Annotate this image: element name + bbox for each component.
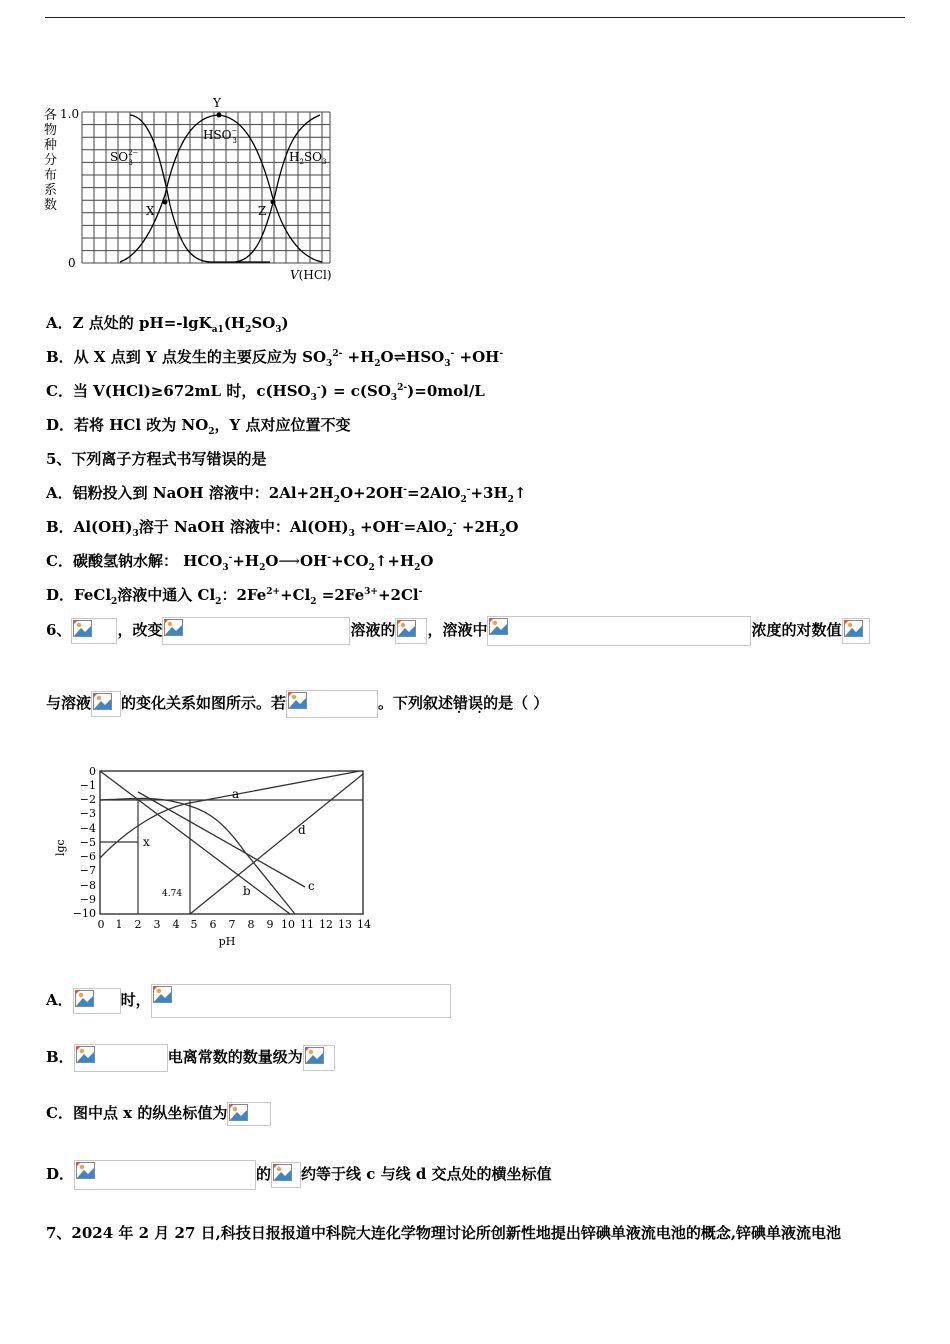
label-h2so3: $H_2SO_3$ — [289, 150, 327, 166]
annotation-474: 4.74 — [162, 889, 183, 899]
q5-title: 5、下列离子方程式书写错误的是 — [46, 450, 267, 468]
x-tick: 6 — [209, 918, 217, 931]
lgc-ph-figure — [50, 762, 380, 952]
y-tick: −4 — [79, 822, 96, 835]
broken-image-icon — [305, 1047, 324, 1064]
q6-option-a: A． 时， — [46, 984, 451, 1018]
q4-option-b: B．从 X 点到 Y 点发生的主要反应为 $SO_3^{2-}$ $+H_2O\rightleftharpoons HSO_3^- +OH^-$ — [46, 348, 504, 369]
x-tick: 3 — [153, 918, 161, 931]
q6-option-d: D． 的 约等于线 c 与线 d 交点处的横坐标值 — [46, 1160, 552, 1190]
q5-option-d: D．FeCl$_2$溶液中通入 $Cl_2$：$2Fe^{2+}+Cl_2 =2Fe^{3+}+2Cl^-$ — [46, 586, 423, 607]
distribution-figure — [40, 95, 340, 285]
label-b: b — [243, 884, 251, 898]
formula-image — [162, 617, 350, 645]
x-axis-label: pH — [218, 935, 236, 948]
formula-image — [91, 691, 121, 717]
y-tick: −1 — [79, 779, 96, 792]
label-a: a — [232, 787, 240, 801]
formula-image — [151, 984, 451, 1018]
broken-image-icon — [164, 619, 183, 636]
q6-option-b: B． 电离常数的数量级为 — [46, 1044, 335, 1072]
y-axis-label: lgc — [54, 839, 67, 856]
formula-image — [487, 616, 751, 646]
point-x — [163, 200, 168, 205]
line-c — [138, 792, 305, 887]
y-top-label: 1.0 — [60, 107, 80, 121]
point-z — [271, 200, 276, 205]
x-tick: 2 — [134, 918, 142, 931]
q6-stem-line2: 与溶液 的变化关系如图所示。若 。下列叙述错误 · ·的是（ ） — [46, 690, 548, 718]
y-tick: 0 — [89, 765, 96, 778]
formula-image — [74, 1160, 256, 1190]
x-tick: 7 — [228, 918, 236, 931]
top-rule — [45, 17, 905, 18]
equilibrium-arrow: ⟶ — [278, 552, 300, 570]
q5-option-c: C．碳酸氢钠水解： $HCO_3^-+H_2O⟶OH^-+CO_2↑+H_2O$ — [46, 552, 434, 573]
point-y — [217, 113, 222, 118]
broken-image-icon — [153, 986, 172, 1003]
x-axis-label: V(HCl) — [290, 268, 332, 282]
q4-option-c: C．当 V(HCl)≥672mL 时，$c(HSO_3^-) = c(SO_3^{2-})=0mol/L$ — [46, 382, 485, 403]
q5-option-a: A．铝粉投入到 NaOH 溶液中：$2Al+2H_2O+2OH^-=2AlO_2^-+3H_2↑$ — [46, 484, 527, 505]
broken-image-icon — [489, 618, 508, 635]
x-tick: 10 — [281, 918, 295, 931]
label-d: d — [298, 823, 306, 837]
y-tick: −9 — [79, 893, 96, 906]
formula-image — [71, 618, 117, 644]
curve-a-hump — [100, 798, 295, 914]
broken-image-icon — [273, 1164, 292, 1181]
broken-image-icon — [229, 1104, 248, 1121]
broken-image-icon — [844, 620, 863, 637]
label-z: Z — [258, 204, 267, 218]
emphasis-wrong: 错误 · · — [453, 694, 483, 712]
q7-stem: 7、2024 年 2 月 27 日,科技日报报道中科院大连化学物理讨论所创新性地提出锌碘单液流电池的概念,锌碘单液流电池 — [46, 1224, 842, 1242]
y-tick: −10 — [72, 907, 96, 920]
label-x: x — [143, 835, 150, 849]
x-tick: 4 — [172, 918, 180, 931]
formula-image — [842, 618, 870, 644]
formula-image — [227, 1102, 271, 1126]
y-tick: −5 — [79, 836, 96, 849]
y-tick: −2 — [79, 793, 96, 806]
label-y: Y — [213, 96, 221, 110]
y-tick: −6 — [79, 850, 96, 863]
q6-option-c: C．图中点 x 的纵坐标值为 — [46, 1102, 271, 1126]
label-so3: $SO^{2-}$ 3 — [110, 149, 139, 167]
broken-image-icon — [73, 620, 92, 637]
q4-option-a: A．Z 点处的 $pH=-\lg K_{a1}(H_2SO_3)$ — [46, 314, 289, 335]
broken-image-icon — [93, 693, 112, 710]
label-hso3: HSO− 3 — [203, 127, 238, 145]
label-c: c — [308, 879, 315, 893]
broken-image-icon — [288, 692, 307, 709]
x-tick: 1 — [115, 918, 123, 931]
x-tick: 14 — [357, 918, 371, 931]
line-d-lower — [190, 774, 363, 914]
q6-stem-line1: 6、 ，改变 溶液的 ，溶液中 浓度的对数值 — [46, 616, 870, 646]
broken-image-icon — [397, 620, 416, 637]
formula-image — [73, 988, 121, 1014]
q4-option-d: D．若将 HCl 改为 $NO_2$，Y 点对应位置不变 — [46, 416, 351, 437]
y-bottom-label: 0 — [68, 256, 76, 270]
distribution-y-label: 各物种分布系数 — [44, 108, 58, 213]
formula-image — [74, 1044, 168, 1072]
q5-option-b: B．$Al(OH)_3$溶于 NaOH 溶液中：$Al(OH)_3 +OH^-=AlO_2^- +2H_2O$ — [46, 518, 519, 539]
label-x: X — [146, 204, 155, 218]
y-tick: −3 — [79, 807, 96, 820]
x-tick: 11 — [300, 918, 314, 931]
y-tick: −8 — [79, 879, 96, 892]
x-tick: 0 — [97, 918, 105, 931]
x-tick: 5 — [190, 918, 198, 931]
formula-image — [286, 690, 378, 718]
x-tick: 8 — [247, 918, 255, 931]
broken-image-icon — [76, 1162, 95, 1179]
broken-image-icon — [76, 1046, 95, 1063]
formula-image — [395, 618, 427, 644]
broken-image-icon — [75, 990, 94, 1007]
formula-image — [271, 1162, 301, 1188]
x-tick: 9 — [266, 918, 274, 931]
x-tick: 12 — [319, 918, 333, 931]
y-tick: −7 — [79, 864, 96, 877]
x-tick: 13 — [338, 918, 352, 931]
formula-image — [303, 1045, 335, 1071]
